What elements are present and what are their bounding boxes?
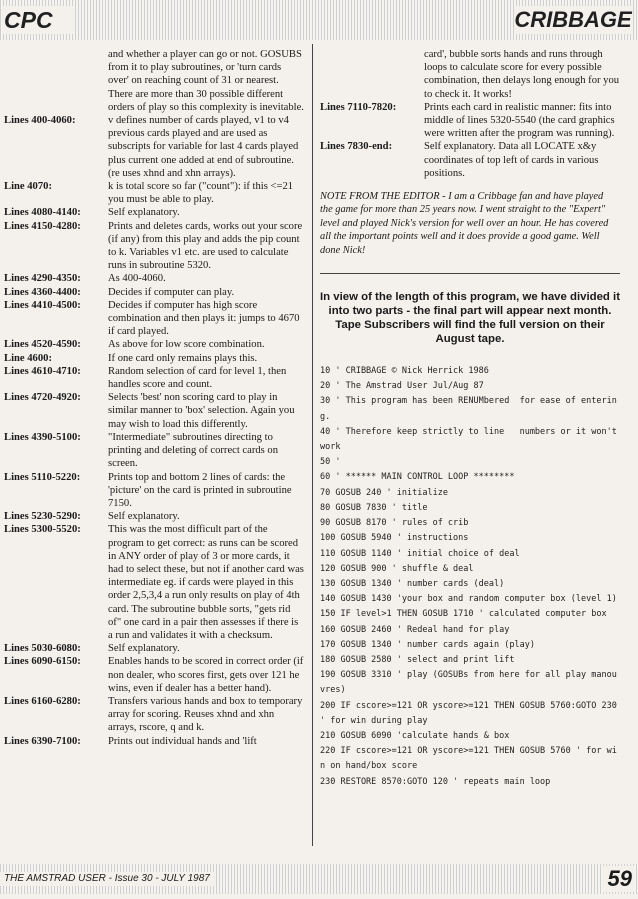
listing-line: 110 GOSUB 1140 ' initial choice of deal [320, 548, 520, 559]
line-range-label: Lines 5300-5520: [4, 524, 81, 536]
line-description-row [4, 431, 304, 471]
listing-line: 190 GOSUB 3310 ' play (GOSUBs from here for all play manouvres) [320, 670, 617, 696]
listing-line: 40 ' Therefore keep strictly to line numbers or it won't work [320, 426, 622, 453]
line-description-text: Self explanatory. [108, 207, 180, 219]
line-description-text: Random selection of card for level 1, then handles score and count. [108, 365, 287, 391]
line-description-text: v defines number of cards played, v1 to v4 previous cards played and are used as subscripts for variable for last 4 cards played plus current one added at end of subroutine. (re uses xhnd and xhn arrays). [108, 115, 299, 179]
program-listing [320, 364, 620, 790]
listing-line: 210 GOSUB 6090 'calculate hands & box [320, 730, 510, 741]
page-number: 59 [602, 866, 634, 892]
note-separator [320, 273, 620, 274]
listing-line: 130 GOSUB 1340 ' number cards (deal) [320, 578, 505, 589]
line-range-label: Lines 5110-5220: [4, 471, 81, 483]
line-description-row [320, 101, 620, 141]
line-description-text: Prints each card in realistic manner: fits into middle of lines 5320-5540 (the card graphics were written after the program was running). [424, 101, 615, 140]
right-line-descriptions [320, 48, 620, 180]
line-description-text: Enables hands to be scored in correct order (if non dealer, who scores first, gets over 121 he wins, even if dealer has a better hand). [108, 656, 304, 694]
listing-line: 90 GOSUB 8170 ' rules of crib [320, 518, 469, 529]
line-range-label: Lines 4520-4590: [4, 339, 81, 351]
line-range-label: Lines 4360-4400: [4, 286, 81, 298]
left-column [4, 48, 304, 748]
line-range-label: Lines 4390-5100: [4, 431, 81, 443]
line-range-label: Lines 6390-7100: [4, 735, 81, 747]
listing-line: 20 ' The Amstrad User Jul/Aug 87 [320, 381, 484, 392]
line-description-text: Transfers various hands and box to temporary array for scoring. Reuses xhnd and xhn arrays, rscore, q and k. [108, 695, 303, 734]
article-title: CRIBBAGE [514, 7, 632, 32]
line-description-row [4, 114, 304, 180]
listing-line: 80 GOSUB 7830 ' title [320, 502, 428, 513]
line-description-text: This was the most difficult part of the program to get correct: as runs can be scored in ANY order of play of 3 or more cards, it had to select these, but not if another card was intermediate eg. if cards were played in this order 2,5,3,4 a run only results on play of 4th card. The subroutine bubble sorts, "gets rid of" one card in a pair then assesses if there is a run and validates it with a checksum. [108, 524, 304, 641]
line-description-row [4, 365, 304, 391]
listing-line: 100 GOSUB 5940 ' instructions [320, 533, 469, 544]
line-description-row [4, 471, 304, 511]
line-range-label: Lines 400-4060: [4, 115, 76, 127]
listing-line: 50 ' [320, 457, 341, 468]
announcement: In view of the length of this program, we have divided it into two parts - the final part will appear next month. Tape Subscribers will find the full version on their August tape. [320, 291, 620, 346]
line-description-text: Prints top and bottom 2 lines of cards: the 'picture' on the card is printed in subroutine 7150. [108, 471, 292, 509]
line-description-text: Self explanatory. [108, 511, 180, 523]
listing-line: 70 GOSUB 240 ' initialize [320, 487, 448, 498]
footer-issue: THE AMSTRAD USER - Issue 30 - JULY 1987 [0, 872, 216, 886]
line-range-label: Lines 4080-4140: [4, 207, 81, 219]
listing-line: 200 IF cscore>=121 OR yscore>=121 THEN GOSUB 5760:GOTO 230 ' for win during play [320, 700, 622, 726]
line-description-row [320, 140, 620, 180]
line-description-row [4, 735, 304, 748]
line-range-label: Lines 4410-4500: [4, 299, 81, 311]
editor-note: NOTE FROM THE EDITOR - I am a Cribbage fan and have played the game for more than 25 years now. I went straight to the "Expert" level and played Nick's version for well over an hour. He has covered all the important points well and it does provide a good game. Well done Nick! [320, 191, 609, 256]
listing-line: 60 ' ****** MAIN CONTROL LOOP ******** [320, 472, 515, 483]
line-description-text: As 400-4060. [108, 273, 166, 285]
line-description-text: Self explanatory. [108, 643, 180, 655]
right-column [320, 48, 620, 790]
line-description-row [4, 206, 304, 219]
line-description-row [4, 299, 304, 339]
line-description-text: Prints and deletes cards, works out your score (if any) from this play and adds the pip count to k. Variables v1 etc. are used to calculate runs in subroutine 5320. [108, 220, 303, 272]
column-divider [312, 44, 313, 846]
line-description-row [4, 338, 304, 351]
line-description-row [4, 180, 304, 206]
line-description-text: Self explanatory. Data all LOCATE x&y coordinates of top left of cards in various positions. [424, 141, 599, 179]
line-description-row [4, 695, 304, 735]
listing-line: 120 GOSUB 900 ' shuffle & deal [320, 563, 474, 574]
line-range-label: Lines 5230-5290: [4, 511, 81, 523]
line-range-label: Lines 4720-4920: [4, 392, 81, 404]
line-description-text: k is total score so far ("count"): if this <=21 you must be able to play. [108, 181, 294, 206]
line-description-text: As above for low score combination. [108, 339, 265, 351]
line-description-text: Selects 'best' non scoring card to play in similar manner to 'box' selection. Again you may wish to load this differently. [108, 392, 295, 430]
line-range-label: Lines 6160-6280: [4, 695, 81, 707]
header-bar [0, 0, 638, 40]
line-range-label: Lines 4610-4710: [4, 365, 81, 377]
listing-line: 30 ' This program has been RENUMbered for ease of entering. [320, 396, 617, 422]
line-range-label: Line 4600: [4, 352, 52, 364]
line-description-row [4, 48, 304, 114]
line-description-text: "Intermediate" subroutines directing to printing and deleting of correct cards on screen. [108, 431, 279, 470]
line-description-row [4, 642, 304, 655]
line-range-label [320, 48, 424, 101]
listing-line: 170 GOSUB 1340 ' number cards again (play) [320, 639, 535, 650]
line-description-text: Decides if computer can play. [108, 286, 235, 298]
line-description-text: Decides if computer has high score combination and then plays it: jumps to 4670 if card played. [108, 299, 300, 338]
line-description-row [4, 286, 304, 299]
footer-bar [0, 864, 638, 894]
listing-line: 180 GOSUB 2580 ' select and print lift [320, 654, 515, 665]
line-range-label: Line 4070: [4, 181, 52, 193]
listing-line: 10 ' CRIBBAGE © Nick Herrick 1986 [320, 366, 489, 377]
line-description-row [4, 220, 304, 273]
listing-line: 230 RESTORE 8570:GOTO 120 ' repeats main loop [320, 776, 551, 787]
line-description-row [4, 272, 304, 285]
line-description-text: card', bubble sorts hands and runs through loops to calculate score for every possible combination, then delays long enough for you to check it. It works! [424, 49, 620, 100]
line-range-label: Lines 7110-7820: [320, 101, 397, 113]
line-range-label: Lines 7830-end: [320, 141, 393, 153]
line-range-label: Lines 4290-4350: [4, 273, 81, 285]
line-description-row [4, 655, 304, 695]
line-description-text: Prints out individual hands and 'lift [108, 735, 257, 747]
line-range-label: Lines 5030-6080: [4, 643, 81, 655]
line-description-row [320, 48, 620, 101]
section-label: CPC [2, 6, 74, 34]
listing-line: 220 IF cscore>=121 OR yscore>=121 THEN GOSUB 5760 ' for win on hand/box score [320, 746, 617, 772]
line-description-row [4, 391, 304, 431]
line-description-row [4, 352, 304, 365]
line-range-label: Lines 6090-6150: [4, 656, 81, 668]
line-description-text: If one card only remains plays this. [108, 352, 258, 364]
listing-line: 160 GOSUB 2460 ' Redeal hand for play [320, 624, 510, 635]
line-description-row [4, 523, 304, 642]
line-range-label: Lines 4150-4280: [4, 220, 81, 232]
line-range-label [4, 48, 108, 114]
listing-line: 140 GOSUB 1430 'your box and random computer box (level 1) [320, 594, 617, 605]
listing-line: 150 IF level>1 THEN GOSUB 1710 ' calculated computer box [320, 609, 607, 620]
line-description-row [4, 510, 304, 523]
line-description-text: and whether a player can go or not. GOSUBS from it to play subroutines, or 'turn cards over' on reaching count of 31 or nearest. There are more than 30 possible different orders of play so this complexity is inevitable. [108, 49, 304, 113]
